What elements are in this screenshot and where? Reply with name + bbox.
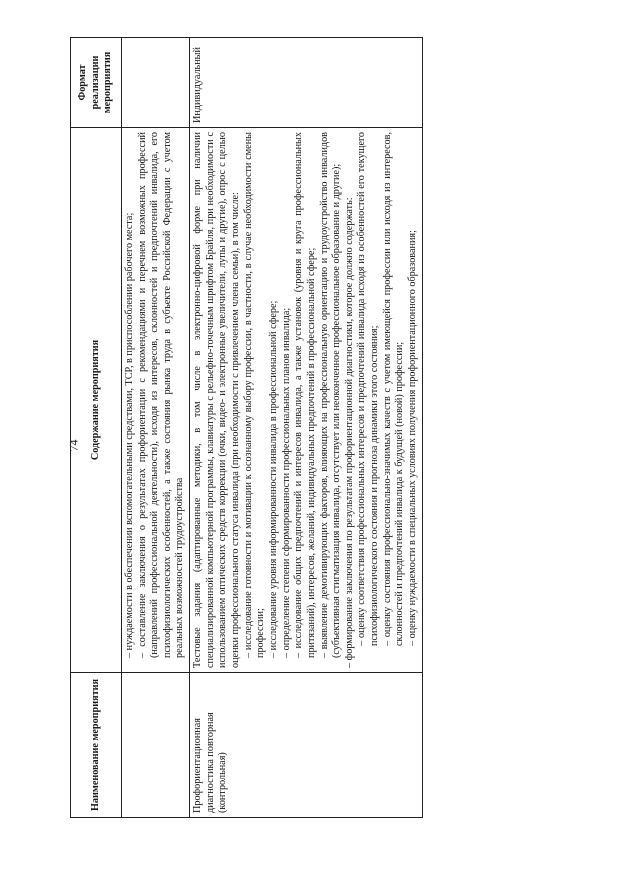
row2-name-cell: Профориентационная диагностика повторная (контрольная) (190, 673, 423, 818)
header-content: Содержание мероприятия (71, 128, 122, 673)
row1-line: – составление заключения о результатах профориентации с рекомендациями и перечнем возможных профессий (направлений профессиональной деятельности), исходя из интересов, склонностей и предпочтений инвалида, его психофизиологических особенностей, а также состояния рынка труда в субъекте Российской Федерации с учетом реальных возможностей трудоустройства (136, 132, 186, 658)
activities-table (70, 37, 423, 818)
row2-line: – определение степени сформированности профессиональных планов инвалида; (280, 307, 292, 658)
row2-line: – оценку соответствия профессиональных интересов и предпочтений инвалида исходя из особенностей его текущего психофизиологического состояния и прогноза динамики этого состояния; (356, 132, 381, 646)
page-number-text: 74 (66, 439, 81, 452)
table-row (121, 38, 189, 818)
row2-format-cell: Индивидуальный (190, 38, 423, 128)
row2-line: Тестовые задания (адаптированные методики, в том числе в электронно-цифровой форме при наличии специализированной компьютерной программы, клавиатуры с рельефно-точечным шрифтом Брайля, при необходимости с использованием оптических средств коррекции (очки, видео- и электронные увеличители, лупы и другие), опрос с целью оценки профессионального статуса инвалида (при необходимости с привлечением члена семьи), в том числе: (192, 132, 242, 668)
row2-line: – формирование заключения по результатам профориентационной диагностики, которое должно содержать: (343, 197, 355, 668)
row2-line: – исследование общих предпочтений и интересов инвалида, а также установок (уровня и круга профессиональных притязаний), интересов, желаний, индивидуальных предпочтений в профессиональной сфере; (293, 132, 317, 658)
row2-line: – исследование готовности и мотивации к осознанному выбору профессии, в частности, в случае необходимости смены профессии; (242, 132, 267, 658)
row2-line: – оценку состояния профессионально-значимых качеств с учетом имеющейся профессии или исходя из интересов, склонностей и предпочтений инвалида к будущей (новой) профессии; (381, 132, 406, 646)
header-row (71, 38, 122, 818)
row1-content-cell (121, 128, 189, 673)
row1-line: – нуждаемости в обеспечении вспомогательными средствами, ТСР, в приспособлении рабочего места; (123, 212, 135, 658)
rotated-table-wrapper (70, 38, 560, 818)
row2-line: – оценку нуждаемости в специальных условиях получения профориентационного образования; (407, 230, 419, 646)
header-name: Наименование мероприятия (71, 673, 122, 818)
header-format: Формат реализации мероприятия (71, 38, 122, 128)
row1-format-cell (121, 38, 189, 128)
table-row (190, 38, 423, 818)
row2-line: – выявление демотивирующих факторов, влияющих на профессиональную ориентацию и трудоустройство инвалидов (субъективная стигматизация инвалида, отсутствует или неоконченное профессиональное образование и другие); (318, 132, 343, 658)
row2-content-cell (190, 128, 423, 673)
row1-name-cell (121, 673, 189, 818)
row2-line: – исследование уровня информированности инвалида в профессиональной сфере; (267, 300, 279, 658)
